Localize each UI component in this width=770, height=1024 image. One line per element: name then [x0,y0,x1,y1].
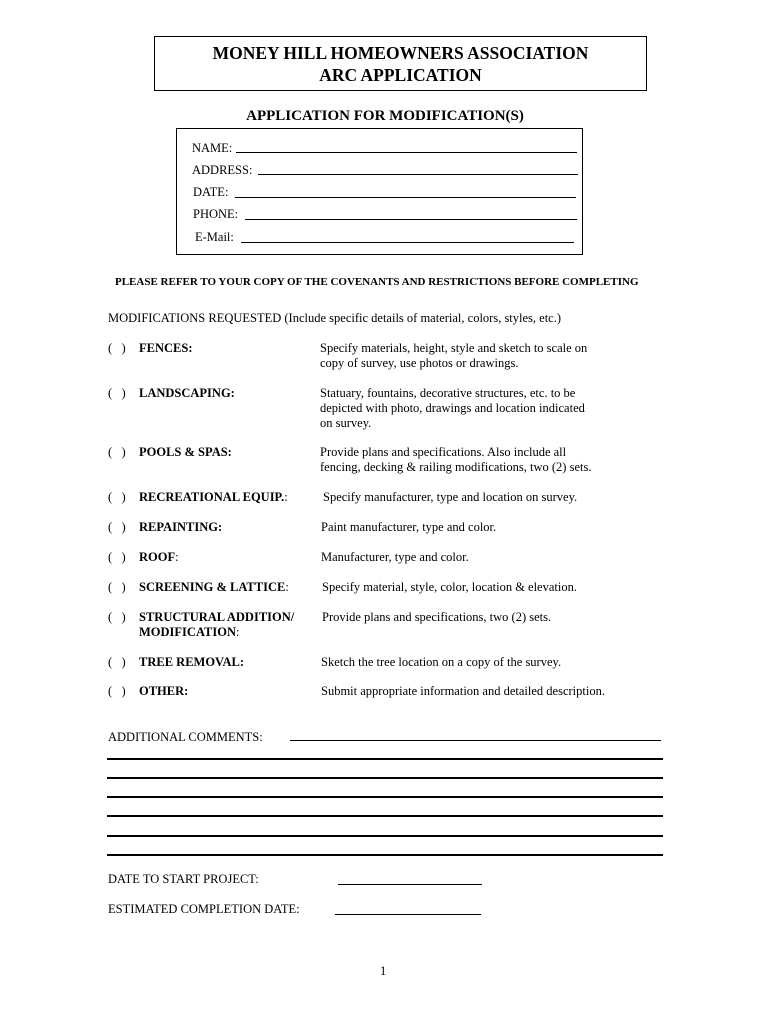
title-line-2: ARC APPLICATION [319,65,482,85]
modifications-heading: MODIFICATIONS REQUESTED (Include specific details of material, colors, styles, etc.) [108,311,562,325]
comments-line[interactable] [107,835,663,837]
tree-removal-checkbox[interactable]: ( ) [108,655,126,669]
pools-spas-desc-line: fencing, decking & railing modifications, two (2) sets. [320,460,592,474]
applicant-info-frame-bottom [176,254,583,255]
roof-checkbox[interactable]: ( ) [108,550,126,564]
screening-lattice-label: SCREENING & LATTICE [139,580,286,594]
structural-addition-label: STRUCTURAL ADDITION/ [139,610,295,624]
comments-line[interactable] [107,815,663,817]
landscaping-checkbox[interactable]: ( ) [108,386,126,400]
title-box [154,36,647,91]
fences-label: FENCES: [139,341,193,355]
recreational-equip-label: RECREATIONAL EQUIP. [139,490,285,504]
name-label: NAME: [192,141,233,155]
repainting-label: REPAINTING: [139,520,223,534]
pools-spas-description [320,445,620,475]
comments-line[interactable] [107,796,663,798]
subtitle: APPLICATION FOR MODIFICATION(S) [246,108,524,124]
landscaping-desc-line: depicted with photo, drawings and location indicated [320,401,585,415]
recreational-equip-checkbox[interactable]: ( ) [108,490,126,504]
landscaping-desc-line: Statuary, fountains, decorative structures, etc. to be [320,386,576,400]
fences-checkbox[interactable]: ( ) [108,341,126,355]
covenants-notice: PLEASE REFER TO YOUR COPY OF THE COVENANTS AND RESTRICTIONS BEFORE COMPLETING [115,276,639,288]
recreational-equip-description: Specify manufacturer, type and location on survey. [323,490,578,504]
structural-modification-label: MODIFICATION [139,625,236,639]
address-label: ADDRESS: [192,163,253,177]
phone-field[interactable] [245,219,577,220]
screening-lattice-description: Specify material, style, color, location & elevation. [322,580,577,594]
tree-removal-description: Sketch the tree location on a copy of the survey. [321,655,562,669]
name-field[interactable] [236,152,577,153]
tree-removal-label: TREE REMOVAL: [139,655,244,669]
fences-description [320,341,620,371]
other-checkbox[interactable]: ( ) [108,684,126,698]
comments-line[interactable] [290,740,661,741]
fences-desc-line: Specify materials, height, style and sketch to scale on [320,341,588,355]
applicant-info-frame [176,128,583,255]
page-number: 1 [380,964,387,978]
other-label: OTHER: [139,684,189,698]
roof-label-suffix: : [175,550,179,564]
repainting-description: Paint manufacturer, type and color. [321,520,497,534]
recreational-equip-label-suffix: : [284,490,288,504]
pools-spas-desc-line: Provide plans and specifications. Also include all [320,445,567,459]
landscaping-description [320,386,620,431]
date-field[interactable] [235,197,576,198]
pools-spas-label: POOLS & SPAS: [139,445,232,459]
screening-lattice-label-wrap [139,580,289,595]
repainting-checkbox[interactable]: ( ) [108,520,126,534]
comments-line[interactable] [107,777,663,779]
pools-spas-checkbox[interactable]: ( ) [108,445,126,459]
structural-addition-label-suffix: : [236,625,240,639]
roof-label: ROOF [139,550,176,564]
structural-addition-checkbox[interactable]: ( ) [108,610,126,624]
other-description: Submit appropriate information and detailed description. [321,684,605,698]
phone-label: PHONE: [193,207,239,221]
fences-desc-line: copy of survey, use photos or drawings. [320,356,519,370]
start-date-label: DATE TO START PROJECT: [108,872,259,886]
structural-addition-label-wrap [139,610,294,640]
title-line-1: MONEY HILL HOMEOWNERS ASSOCIATION [212,43,589,63]
completion-date-label: ESTIMATED COMPLETION DATE: [108,902,300,916]
roof-description: Manufacturer, type and color. [321,550,469,564]
landscaping-desc-line: on survey. [320,416,372,430]
structural-addition-description: Provide plans and specifications, two (2) sets. [322,610,552,624]
start-date-field[interactable] [338,884,482,885]
date-label: DATE: [193,185,229,199]
roof-label-wrap [139,550,179,565]
landscaping-label: LANDSCAPING: [139,386,235,400]
comments-line[interactable] [107,758,663,760]
screening-lattice-checkbox[interactable]: ( ) [108,580,126,594]
address-field[interactable] [258,174,578,175]
screening-lattice-label-suffix: : [285,580,289,594]
recreational-equip-label-wrap [139,490,288,505]
comments-line[interactable] [107,854,663,856]
email-field[interactable] [241,242,574,243]
email-label: E-Mail: [195,230,234,244]
additional-comments-label: ADDITIONAL COMMENTS: [108,730,263,744]
completion-date-field[interactable] [335,914,481,915]
